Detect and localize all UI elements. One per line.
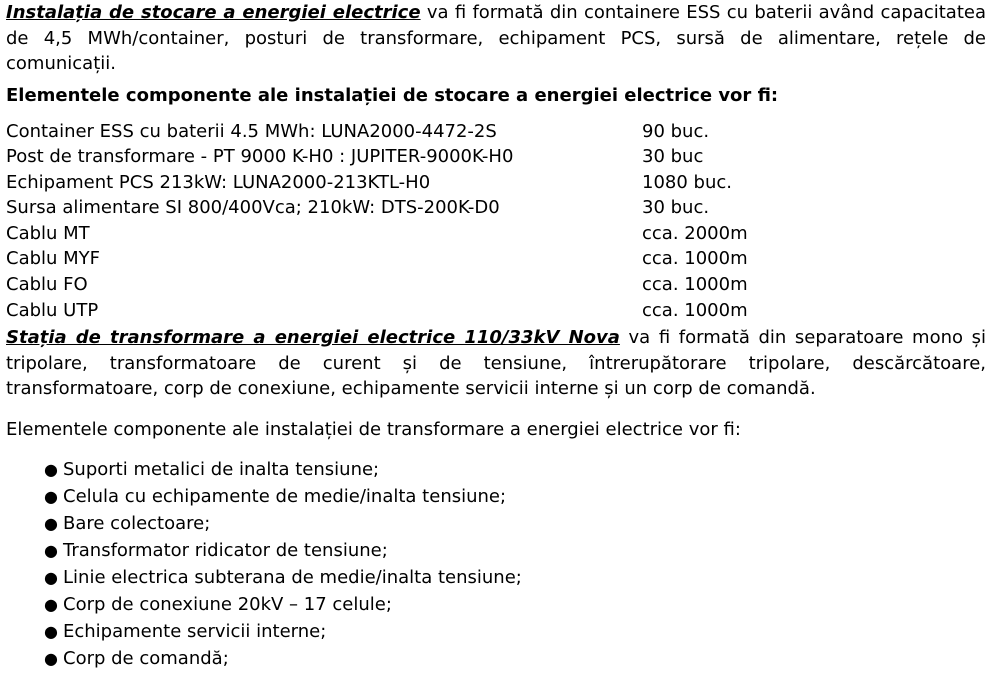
component-quantity: 90 buc. <box>642 120 710 142</box>
list-item <box>44 483 986 510</box>
component-name: Post de transformare - PT 9000 K-H0 : JUPITER-9000K-H0 <box>6 146 514 168</box>
component-quantity: 30 buc. <box>642 197 710 219</box>
component-name: Cablu UTP <box>6 299 99 321</box>
component-name: Cablu MT <box>6 222 90 244</box>
bullet-icon: ● <box>44 486 58 506</box>
component-name: Container ESS cu baterii 4.5 MWh: LUNA2000-4472-2S <box>6 120 497 142</box>
component-row <box>6 298 986 324</box>
bullet-icon: ● <box>44 513 58 533</box>
component-quantity: 1080 buc. <box>642 171 732 193</box>
list-item <box>44 591 986 618</box>
component-row <box>6 195 986 221</box>
bullet-icon: ● <box>44 648 58 668</box>
component-row <box>6 170 986 196</box>
component-row <box>6 246 986 272</box>
list-item-text: Echipamente servicii interne; <box>63 620 327 642</box>
list-item-text: Suporti metalici de inalta tensiune; <box>63 458 380 480</box>
list-item-text: Celula cu echipamente de medie/inalta tensiune; <box>63 485 507 507</box>
substation-components-intro: Elementele componente ale instalației de transformare a energiei electrice vor fi: <box>6 418 741 440</box>
component-row <box>6 144 986 170</box>
storage-components-list <box>6 119 986 324</box>
substation-components-list <box>44 456 986 672</box>
document-page <box>6 0 986 672</box>
substation-description-paragraph <box>6 325 986 402</box>
component-name: Cablu MYF <box>6 248 101 270</box>
bullet-icon: ● <box>44 621 58 641</box>
list-item <box>44 645 986 672</box>
component-quantity: cca. 1000m <box>642 299 748 321</box>
list-item-text: Bare colectoare; <box>63 512 211 534</box>
substation-lead-title: Stația de transformare a energiei electrice 110/33kV Nova <box>6 327 620 349</box>
list-item-text: Linie electrica subterana de medie/inalta tensiune; <box>63 566 522 588</box>
list-item-text: Corp de comandă; <box>63 647 229 669</box>
bullet-icon: ● <box>44 594 58 614</box>
list-item <box>44 510 986 537</box>
storage-lead-title: Instalația de stocare a energiei electrice <box>6 2 421 23</box>
list-item <box>44 537 986 564</box>
component-quantity: cca. 2000m <box>642 222 748 244</box>
component-row <box>6 221 986 247</box>
bullet-icon: ● <box>44 567 58 587</box>
list-item <box>44 456 986 483</box>
component-name: Sursa alimentare SI 800/400Vca; 210kW: DTS-200K-D0 <box>6 197 500 219</box>
list-item <box>44 564 986 591</box>
component-quantity: cca. 1000m <box>642 248 748 270</box>
list-item-text: Corp de conexiune 20kV – 17 celule; <box>63 593 392 615</box>
component-quantity: cca. 1000m <box>642 274 748 296</box>
list-item <box>44 618 986 645</box>
component-quantity: 30 buc <box>642 146 704 168</box>
bullet-icon: ● <box>44 459 58 479</box>
component-row <box>6 119 986 145</box>
storage-description-text: va fi formată din containere ESS cu baterii având capacitatea de 4,5 MWh/container, posturi de transformare, echipament PCS, sursă de alimentare, rețele de comunicații. <box>6 2 986 74</box>
component-name: Cablu FO <box>6 274 88 296</box>
component-name: Echipament PCS 213kW: LUNA2000-213KTL-H0 <box>6 171 431 193</box>
list-item-text: Transformator ridicator de tensiune; <box>63 539 388 561</box>
component-row <box>6 272 986 298</box>
storage-components-heading: Elementele componente ale instalației de stocare a energiei electrice vor fi: <box>6 84 779 106</box>
substation-description-text: va fi formată din separatoare mono și tripolare, transformatoare de curent și de tensiune, întrerupătorare tripolare, descărcătoare, transformatoare, corp de conexiune, echipamente servicii interne și un corp de comandă. <box>6 327 986 400</box>
bullet-icon: ● <box>44 540 58 560</box>
storage-description-paragraph <box>6 0 986 77</box>
